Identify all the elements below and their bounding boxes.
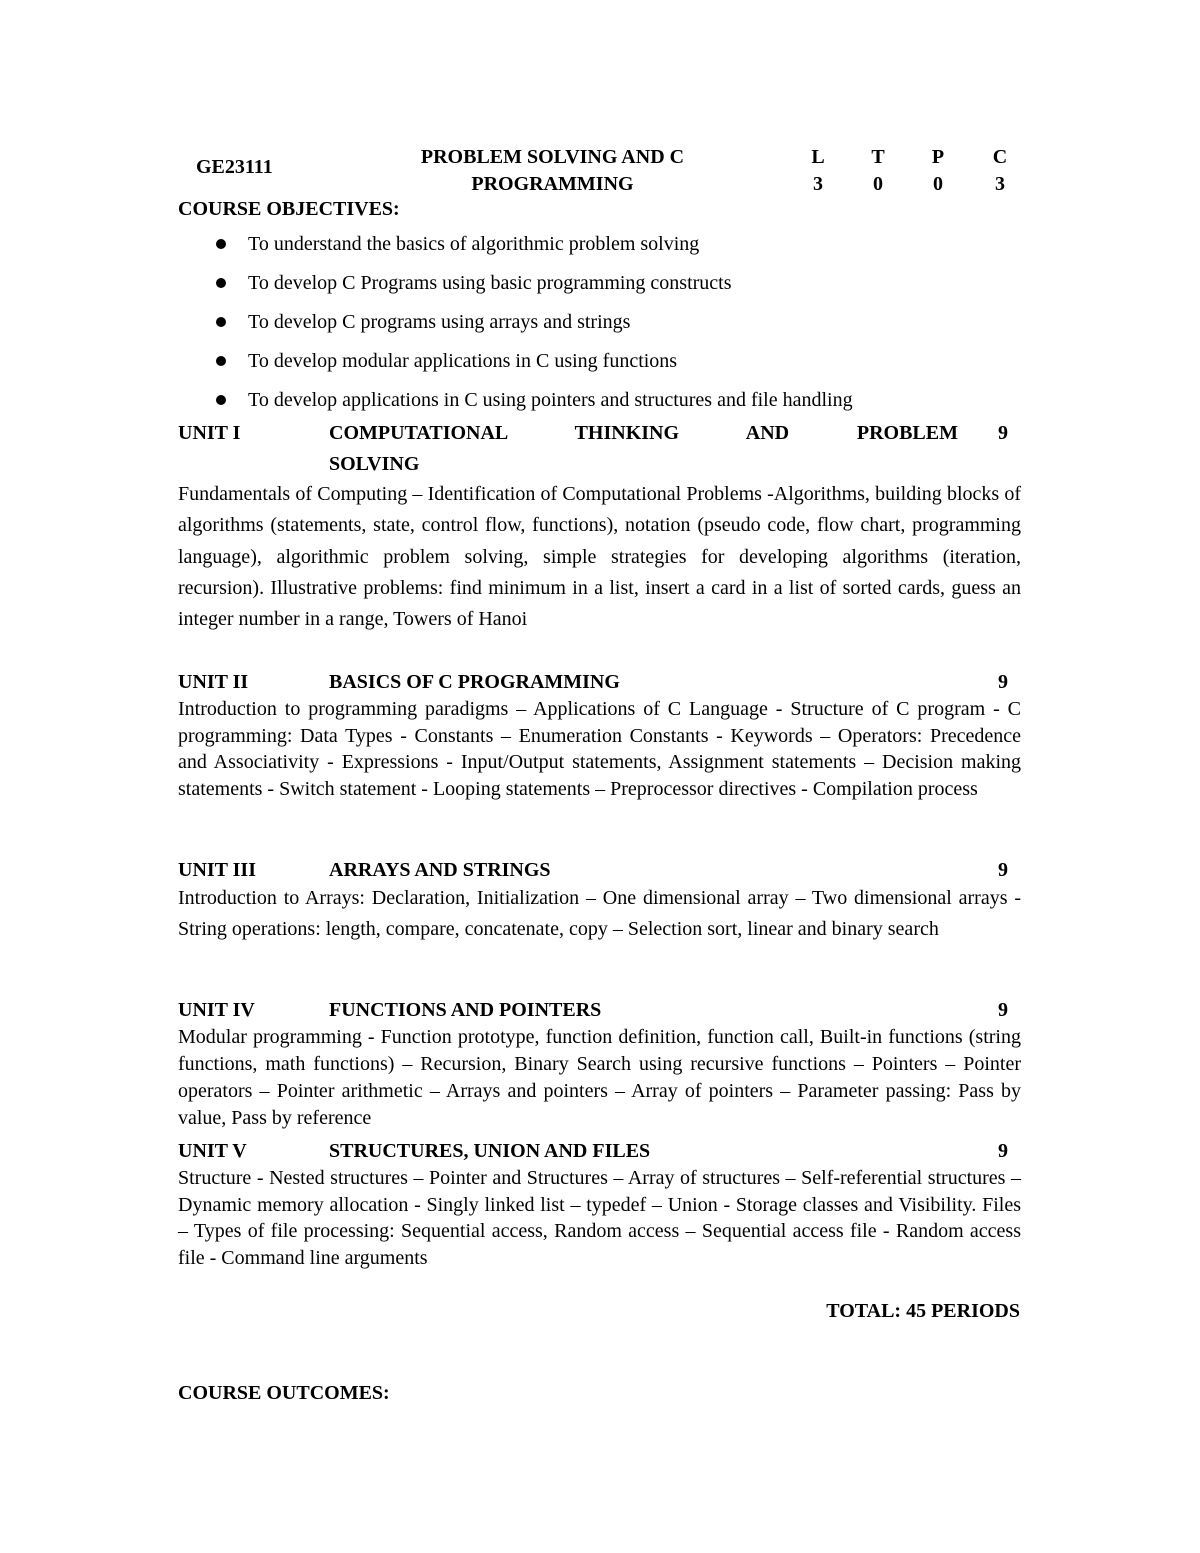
ltpc-value: 0 — [933, 173, 943, 195]
objectives-list — [214, 230, 853, 425]
objective-item: To develop C programs using arrays and strings — [214, 308, 853, 347]
objective-item: To understand the basics of algorithmic problem solving — [214, 230, 853, 269]
course-title — [360, 144, 745, 198]
ltpc-value: 3 — [813, 173, 823, 195]
bullet-icon — [216, 239, 226, 249]
objective-item: To develop C Programs using basic programming constructs — [214, 269, 853, 308]
unit-hours: 9 — [998, 999, 1008, 1021]
objectives-heading: COURSE OBJECTIVES: — [178, 198, 400, 220]
ltpc-label: L — [811, 146, 825, 168]
course-title-line2: PROGRAMMING — [471, 173, 634, 195]
unit-1-header — [178, 418, 1008, 480]
unit-label: UNIT IV — [178, 999, 255, 1021]
ltpc-lecture — [806, 144, 830, 198]
unit-1-content: Fundamentals of Computing – Identification of Computational Problems -Algorithms, building blocks of algorithms (statements, state, control flow, functions), notation (pseudo code, flow chart, programming language), algorithmic problem solving, simple strategies for developing algorithms (iteration, recursion). Illustrative problems: find minimum in a list, insert a card in a list of sorted cards, guess an integer number in a range, Towers of Hanoi — [178, 483, 1021, 631]
unit-2-content: Introduction to programming paradigms – Applications of C Language - Structure of C program - C programming: Data Types - Constants – Enumeration Constants - Keywords – Operators: Precedence and Associativity - Expressions - Input/Output statements, Assignment statements – Decision making statements - Switch statement - Looping statements – Preprocessor directives - Compilation process — [178, 698, 1021, 800]
outcomes-heading: COURSE OUTCOMES: — [178, 1382, 390, 1404]
ltpc-label: P — [931, 146, 945, 168]
ltpc-value: 3 — [995, 173, 1005, 195]
total-periods: TOTAL: 45 PERIODS — [826, 1300, 1020, 1322]
unit-4-content: Modular programming - Function prototype, function definition, function call, Built-in functions (string functions, math functions) – Recursion, Binary Search using recursive functions – Pointers – Pointer operators – Pointer arithmetic – Arrays and pointers – Array of pointers – Parameter passing: Pass by value, Pass by reference — [178, 1026, 1021, 1129]
unit-title: STRUCTURES, UNION AND FILES — [329, 1140, 651, 1162]
ltpc-credits — [988, 144, 1012, 198]
ltpc-label: C — [992, 146, 1008, 168]
bullet-icon — [216, 317, 226, 327]
unit-title: ARRAYS AND STRINGS — [329, 859, 551, 881]
unit-label: UNIT V — [178, 1140, 247, 1162]
unit-3-content: Introduction to Arrays: Declaration, Initialization – One dimensional array – Two dimensional arrays - String operations: length, compare, concatenate, copy – Selection sort, linear and binary search — [178, 887, 1021, 941]
ltpc-label: T — [871, 146, 885, 168]
bullet-icon — [216, 278, 226, 288]
course-title-line1: PROBLEM SOLVING AND C — [420, 146, 685, 168]
unit-label: UNIT II — [178, 671, 249, 693]
ltpc-tutorial — [866, 144, 890, 198]
ltpc-value: 0 — [873, 173, 883, 195]
objective-item: To develop applications in C using pointers and structures and file handling — [214, 386, 853, 425]
unit-title: FUNCTIONS AND POINTERS — [329, 999, 602, 1021]
objective-item: To develop modular applications in C using functions — [214, 347, 853, 386]
unit-hours: 9 — [998, 859, 1008, 881]
ltpc-practical — [926, 144, 950, 198]
unit-label: UNIT I — [178, 422, 241, 444]
unit-hours: 9 — [998, 1140, 1008, 1162]
unit-hours: 9 — [998, 422, 1008, 444]
unit-title: COMPUTATIONAL THINKING AND PROBLEM SOLVING — [329, 422, 958, 475]
course-code: GE23111 — [196, 156, 273, 178]
bullet-icon — [216, 356, 226, 366]
unit-title: BASICS OF C PROGRAMMING — [329, 671, 620, 693]
unit-hours: 9 — [998, 671, 1008, 693]
unit-label: UNIT III — [178, 859, 256, 881]
unit-5-content: Structure - Nested structures – Pointer and Structures – Array of structures – Self-referential structures – Dynamic memory allocation - Singly linked list – typedef – Union - Storage classes and Visibility. Files – Types of file processing: Sequential access, Random access – Sequential access file - Random access file - Command line arguments — [178, 1167, 1021, 1269]
bullet-icon — [216, 395, 226, 405]
